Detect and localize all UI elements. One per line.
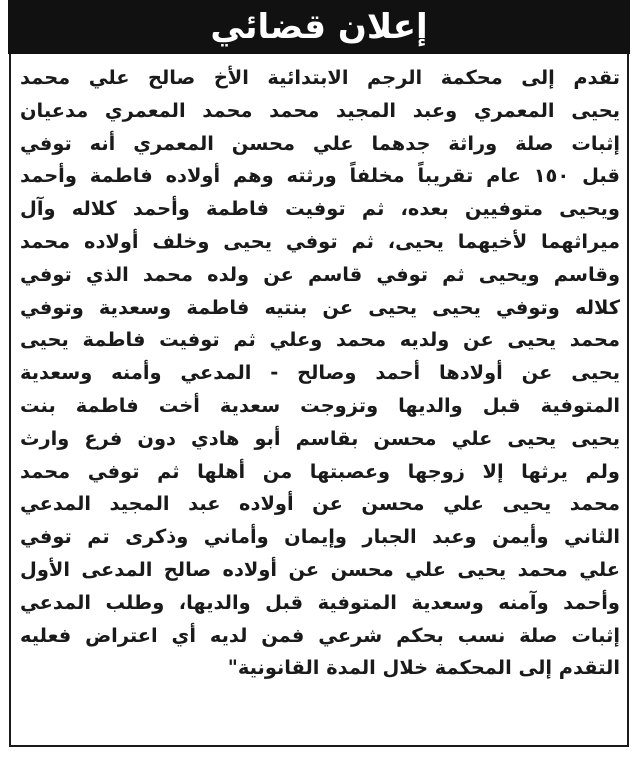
notice-line: ميراثهما لأخيهما يحيى، ثم توفي يحيى وخلف أولاده محمد <box>20 229 620 253</box>
notice-line: ويحيى متوفيين بعده، ثم توفيت فاطمة وأحمد كلاله وآل <box>20 197 620 221</box>
notice-line: إثبات صلة نسب بحكم شرعي فمن لديه أي اعتراض فعليه <box>20 623 620 647</box>
notice-line: يحيى يحيى علي محسن بقاسم أبو هادي دون فرع وارث <box>20 426 620 450</box>
notice-line: وأحمد وآمنه وسعدية المتوفية قبل والديها، وطلب المدعي <box>20 590 620 614</box>
notice-line: يحيى المعمري وعبد المجيد محمد محمد المعمري مدعيان <box>20 98 620 122</box>
notice-header <box>8 0 630 54</box>
notice-line: محمد يحيى عن ولديه محمد وعلي ثم توفيت فاطمة يحيى <box>20 328 620 352</box>
notice-line: علي محمد يحيى علي محسن عن أولاده صالح المدعى الأول <box>20 557 620 581</box>
notice-line: وقاسم ويحيى ثم توفي قاسم عن ولده محمد الذي توفي <box>20 262 620 286</box>
notice-line: تقدم إلى محكمة الرجم الابتدائية الأخ صالح علي محمد <box>20 66 620 89</box>
notice-line: الثاني وأيمن وعبد الجبار وإيمان وأماني وذكرى تم توفي <box>20 525 620 549</box>
notice-line: محمد يحيى علي محسن عن أولاده عبد المجيد المدعي <box>20 492 620 516</box>
notice-line: إثبات صلة وراثة جدهما علي محسن المعمري أنه توفي <box>20 131 620 155</box>
notice-line-last: التقدم إلى المحكمة خلال المدة القانونية" <box>227 656 620 680</box>
notice-line: قبل ١٥٠ عام تقريباً مخلفاً ورثته وهم أولاده فاطمة وأحمد <box>20 164 620 188</box>
notice-line: يحيى عن أولادها أحمد وصالح - المدعي وأمنه وسعدية <box>20 361 620 385</box>
notice-body <box>20 62 620 685</box>
notice-line: كلاله وتوفي يحيى يحيى عن بنتيه فاطمة وسعدية وتوفي <box>20 295 620 319</box>
notice-line: المتوفية قبل والديها وتزوجت سعدية أخت فاطمة بنت <box>20 393 620 417</box>
notice-title: إعلان قضائي <box>210 7 428 47</box>
notice-line: ولم يرثها إلا زوجها وعصبتها من أهلها ثم توفي محمد <box>20 459 620 483</box>
